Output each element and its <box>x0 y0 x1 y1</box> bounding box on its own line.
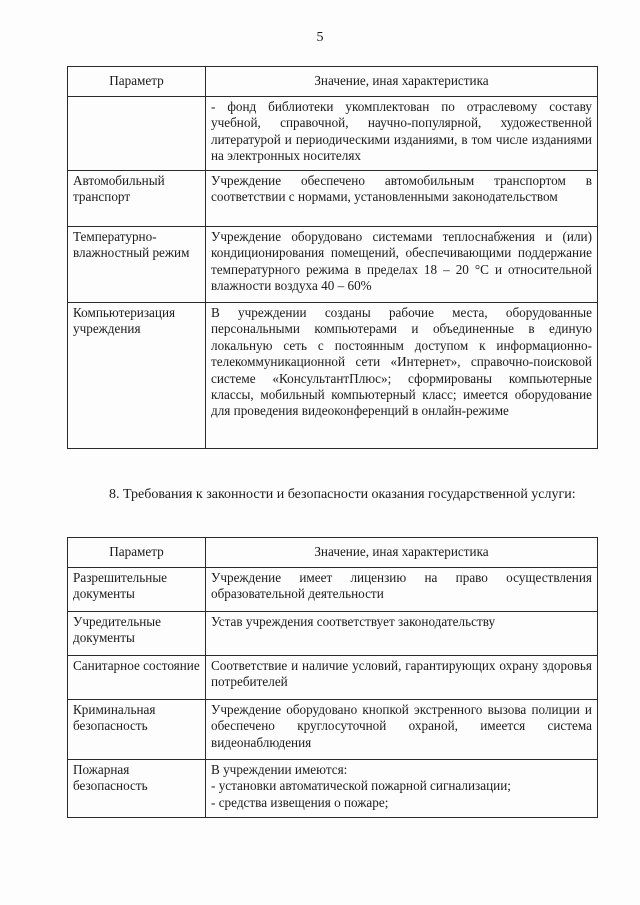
table-row <box>68 568 598 612</box>
page-number: 5 <box>316 30 324 45</box>
column-header-value: Значение, иная характеристика <box>206 538 598 568</box>
parameter-cell: Автомобильный транспорт <box>68 171 206 227</box>
parameter-cell: Пожарная безопасность <box>68 760 206 818</box>
table-row <box>68 700 598 760</box>
value-line: В учреждении имеются: <box>211 762 348 777</box>
table-row <box>68 171 598 227</box>
parameter-cell: Разрешительные документы <box>68 568 206 612</box>
value-cell: Соответствие и наличие условий, гарантирующих охрану здоровья потребителей <box>206 656 598 700</box>
value-cell: Учреждение имеет лицензию на право осуществления образовательной деятельности <box>206 568 598 612</box>
value-cell: Учреждение оборудовано системами теплоснабжения и (или) кондиционирования помещений, обеспечивающими поддержание температурного режима в пределах 18 – 20 °С и относительной влажности воздуха 40 – 60% <box>206 227 598 303</box>
table-service-conditions <box>67 66 598 449</box>
value-cell: Устав учреждения соответствует законодательству <box>206 612 598 656</box>
table-row <box>68 97 598 171</box>
value-cell: В учреждении созданы рабочие места, оборудованные персональными компьютерами и объединенные в единую локальную сеть с постоянным доступом к информационно-телекоммуникационной сети «Интернет», справочно-поисковой системе «КонсультантПлюс»; сформированы компьютерные классы, мобильный компьютерный класс; имеется оборудование для проведения видеоконференций в онлайн-режиме <box>206 303 598 449</box>
table-header-row <box>68 67 598 97</box>
parameter-cell: Санитарное состояние <box>68 656 206 700</box>
value-cell <box>206 760 598 818</box>
parameter-cell: Криминальная безопасность <box>68 700 206 760</box>
table-legality-safety <box>67 537 598 818</box>
table-header-row <box>68 538 598 568</box>
parameter-cell: Учредительные документы <box>68 612 206 656</box>
parameter-cell: Температурно-влажностный режим <box>68 227 206 303</box>
column-header-value: Значение, иная характеристика <box>206 67 598 97</box>
table-row <box>68 303 598 449</box>
table-row <box>68 760 598 818</box>
value-cell: Учреждение обеспечено автомобильным транспортом в соответствии с нормами, установленными законодательством <box>206 171 598 227</box>
value-line: - средства извещения о пожаре; <box>211 794 389 810</box>
table-row <box>68 656 598 700</box>
value-cell: - фонд библиотеки укомплектован по отраслевому составу учебной, справочной, научно-популярной, художественной литературой и периодическими изданиями, в том числе изданиями на электронных носителях <box>206 97 598 171</box>
parameter-cell <box>68 97 206 171</box>
parameter-cell: Компьютеризация учреждения <box>68 303 206 449</box>
table-row <box>68 227 598 303</box>
value-cell: Учреждение оборудовано кнопкой экстренного вызова полиции и обеспечено круглосуточной охраной, имеется система видеонаблюдения <box>206 700 598 760</box>
value-line: - установки автоматической пожарной сигнализации; <box>211 778 511 794</box>
column-header-parameter: Параметр <box>68 67 206 97</box>
table-row <box>68 612 598 656</box>
column-header-parameter: Параметр <box>68 538 206 568</box>
section-heading: 8. Требования к законности и безопасности оказания государственной услуги: <box>109 487 576 502</box>
